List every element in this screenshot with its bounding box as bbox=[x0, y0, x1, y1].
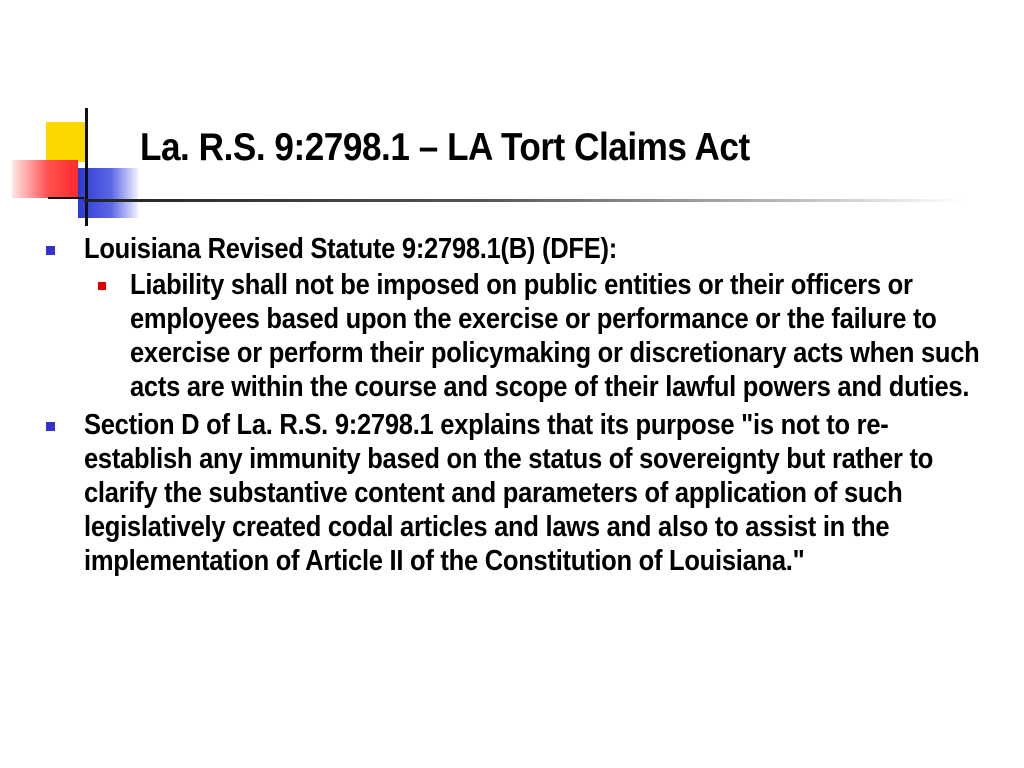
sub-bullet-liability-text: Liability shall not be imposed on public entities or their officers or employees based upon the exercise or performance or the failure to exercise or perform their policymaking or discretionary acts when such acts are within the course and scope of their lawful powers and duties. bbox=[130, 269, 980, 403]
title-underline bbox=[84, 199, 964, 202]
sub-bullet-square-icon bbox=[98, 282, 106, 290]
bullet-square-icon bbox=[46, 422, 55, 431]
logo-red-square bbox=[12, 160, 78, 198]
logo-vertical-line bbox=[85, 108, 88, 226]
slide-body bbox=[44, 232, 994, 578]
bullet-statute bbox=[44, 232, 994, 266]
bullet-section-d bbox=[44, 408, 994, 578]
slide-title: La. R.S. 9:2798.1 – LA Tort Claims Act bbox=[140, 126, 750, 169]
bullet-section-d-text: Section D of La. R.S. 9:2798.1 explains that its purpose "is not to re-establish any immunity based on the status of sovereignty but rather to clarify the substantive content and parameters of application of such legislatively created codal articles and laws and also to assist in the implementation of Article II of the Constitution of Louisiana." bbox=[84, 409, 934, 577]
decorative-logo bbox=[0, 0, 160, 240]
logo-horizontal-line bbox=[48, 197, 84, 199]
bullet-statute-text: Louisiana Revised Statute 9:2798.1(B) (DFE): bbox=[84, 233, 617, 265]
sub-bullet-liability bbox=[44, 268, 994, 404]
bullet-square-icon bbox=[46, 246, 55, 255]
logo-yellow-square bbox=[46, 122, 86, 162]
